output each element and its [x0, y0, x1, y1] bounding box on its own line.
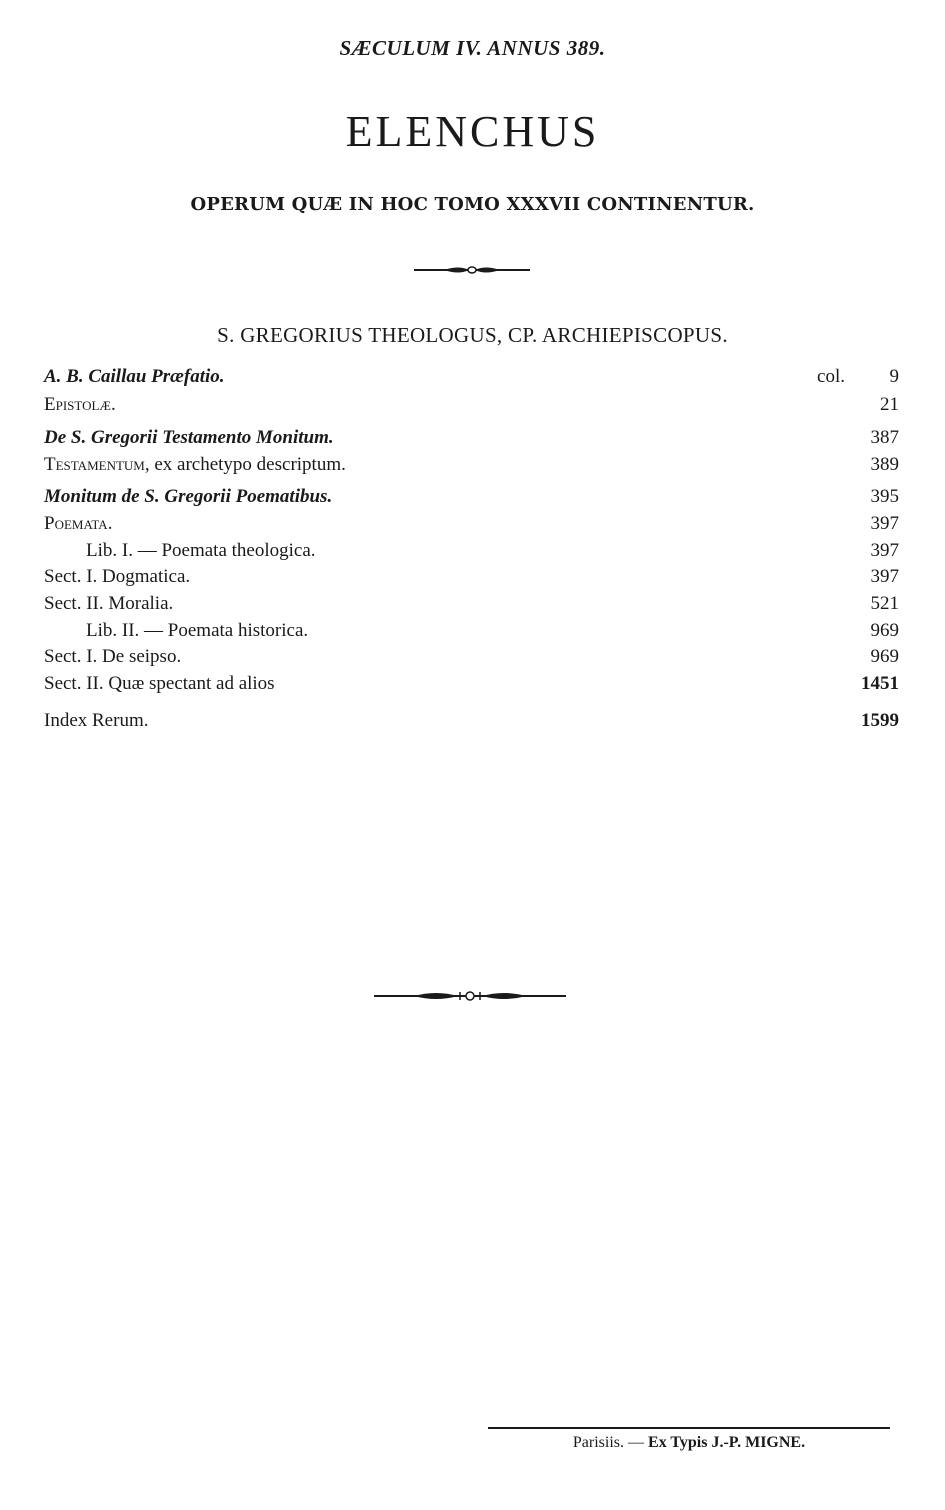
- toc-entry-page: 521: [870, 593, 899, 614]
- imprint: [488, 1434, 890, 1452]
- toc-entry-page: 969: [870, 646, 899, 667]
- toc-entry-page: 1451: [861, 673, 899, 694]
- toc-entry-page: 397: [870, 540, 899, 561]
- toc-entry-label: Sect. II. Quæ spectant ad alios: [44, 673, 275, 694]
- toc-entry-page: 397: [870, 566, 899, 587]
- imprint-city: Parisiis.: [572, 1434, 625, 1451]
- toc-entry: [0, 646, 945, 672]
- toc-entry-label: Epistolæ.: [44, 394, 116, 415]
- toc-entry-label: Monitum de S. Gregorii Poematibus.: [44, 486, 333, 507]
- toc-entry-label: De S. Gregorii Testamento Monitum.: [44, 427, 334, 448]
- toc-entry: [0, 620, 945, 646]
- toc-entry: [0, 540, 945, 566]
- footer-rule: [488, 1427, 890, 1429]
- toc-entry-page: 9: [889, 366, 899, 387]
- toc-entry-page: 395: [870, 486, 899, 507]
- toc-entry-page: 1599: [861, 710, 899, 731]
- page-subtitle: OPERUM QUÆ IN HOC TOMO XXXVII CONTINENTUR.: [190, 194, 755, 215]
- toc-entry-page: 387: [870, 427, 899, 448]
- toc-entry: [0, 710, 945, 736]
- toc-entry-label: Lib. II. — Poemata historica.: [86, 620, 309, 641]
- toc-entry: [0, 394, 945, 420]
- running-head: SÆCULUM IV. ANNUS 389.: [339, 36, 606, 60]
- ornament-divider-icon: [414, 263, 530, 277]
- toc-entry: [0, 593, 945, 619]
- toc-entry-label-rest: ex archetypo descriptum.: [149, 454, 346, 475]
- toc-entry-label: Lib. I. — Poemata theologica.: [86, 540, 316, 561]
- toc-entry-label: [44, 454, 346, 476]
- toc-entry: [0, 513, 945, 539]
- toc-entry-label: Sect. II. Moralia.: [44, 593, 174, 614]
- toc-entry: [0, 427, 945, 453]
- ornament-divider-icon: [374, 988, 566, 1004]
- author-heading: S. GREGORIUS THEOLOGUS, CP. ARCHIEPISCOPUS.: [217, 323, 728, 347]
- toc-entry: [0, 366, 945, 392]
- toc-entry-page: 21: [880, 394, 899, 415]
- col-label: col.: [817, 366, 845, 387]
- toc-entry-page: 397: [870, 513, 899, 534]
- toc-entry: [0, 486, 945, 512]
- toc-entry-label: Sect. I. Dogmatica.: [44, 566, 191, 587]
- toc-entry-label: Index Rerum.: [44, 710, 149, 731]
- toc-entry-label-main: Testamentum,: [44, 454, 150, 475]
- toc-entry-page: 389: [870, 454, 899, 475]
- toc-entry: [0, 673, 945, 699]
- toc-entry: [0, 454, 945, 480]
- toc-entry-label: Poemata.: [44, 513, 113, 534]
- page-title: ELENCHUS: [345, 107, 600, 156]
- toc-entry: [0, 566, 945, 592]
- toc-entry-page: 969: [870, 620, 899, 641]
- toc-entry-label: Sect. I. De seipso.: [44, 646, 182, 667]
- imprint-dash: —: [624, 1434, 649, 1451]
- toc-entry-label: A. B. Caillau Præfatio.: [44, 366, 225, 387]
- imprint-printer: Ex Typis J.-P. MIGNE.: [648, 1434, 806, 1451]
